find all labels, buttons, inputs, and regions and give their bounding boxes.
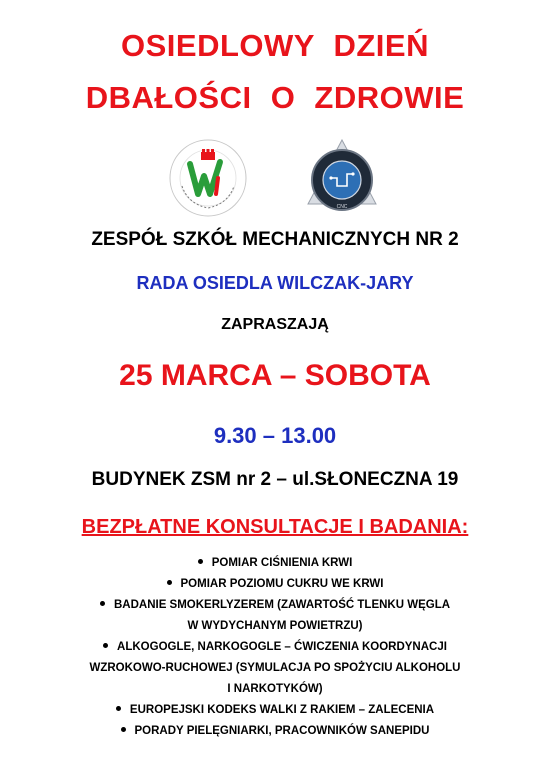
list-item-continuation: I NARKOTYKÓW) [227, 683, 323, 695]
poster-title-line1: OSIEDLOWY DZIEŃ [120, 28, 429, 63]
invite-text: ZAPRASZAJĄ [221, 316, 329, 333]
list-item: POMIAR POZIOMU CUKRU WE KRWI [0, 574, 550, 595]
bullet-icon [167, 580, 172, 585]
bullet-icon [100, 601, 105, 606]
section-heading: BEZPŁATNE KONSULTACJE I BADANIA: [81, 516, 469, 538]
event-date: 25 MARCA – SOBOTA [119, 359, 431, 392]
wilczak-jary-emblem-icon [168, 138, 248, 218]
list-item: ALKOGOGLE, NARKOGOGLE – ĆWICZENIA KOORDYNACJI [0, 637, 550, 658]
list-item: PORADY PIELĘGNIARKI, PRACOWNIKÓW SANEPIDU [0, 721, 550, 742]
zsm-nr2-emblem-icon [302, 138, 382, 218]
bullet-icon [121, 727, 126, 732]
bullet-icon [103, 643, 108, 648]
organizer-council: RADA OSIEDLA WILCZAK-JARY [136, 273, 414, 293]
poster-title-line2: DBAŁOŚCI O ZDROWIE [85, 80, 465, 115]
bullet-icon [116, 706, 121, 711]
event-time: 9.30 – 13.00 [213, 423, 337, 448]
list-item: EUROPEJSKI KODEKS WALKI Z RAKIEM – ZALECENIA [0, 700, 550, 721]
event-location: BUDYNEK ZSM nr 2 – ul.SŁONECZNA 19 [91, 469, 459, 490]
list-item: BADANIE SMOKERLYZEREM (ZAWARTOŚĆ TLENKU WĘGLA [0, 595, 550, 616]
bullet-icon [198, 559, 203, 564]
services-list [0, 553, 550, 742]
list-item-continuation: WZROKOWO-RUCHOWEJ (SYMULACJA PO SPOŻYCIU ALKOHOLU [89, 662, 461, 674]
logos-row [0, 138, 550, 218]
list-item-continuation: W WYDYCHANYM POWIETRZU) [187, 620, 363, 632]
svg-text:CNC: CNC [336, 204, 348, 210]
list-item: POMIAR CIŚNIENIA KRWI [0, 553, 550, 574]
organizer-school: ZESPÓŁ SZKÓŁ MECHANICZNYCH NR 2 [91, 229, 459, 250]
